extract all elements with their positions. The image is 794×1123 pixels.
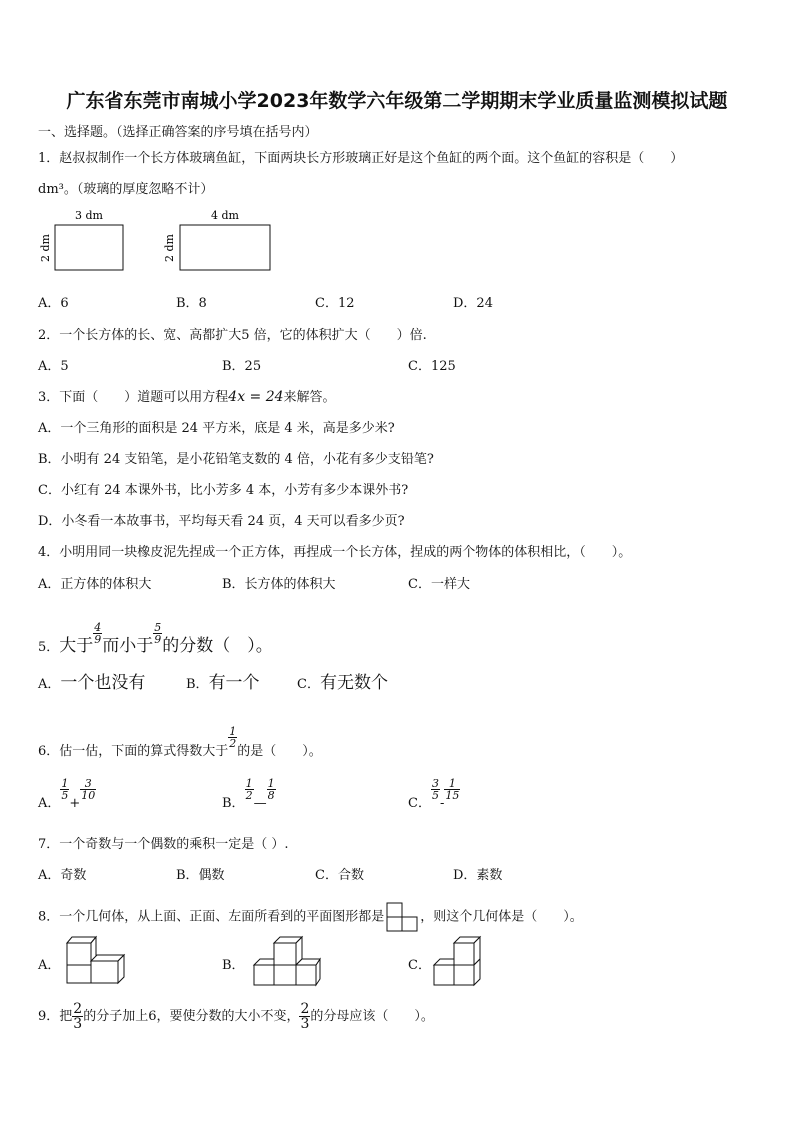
- q5-option-c-label: C．: [297, 677, 320, 692]
- q7-option-c: C．合数: [315, 868, 364, 883]
- q8-option-b-cubes: [252, 933, 324, 987]
- q2-option-b: B．25: [222, 359, 262, 374]
- question-8: [38, 902, 583, 932]
- glass-panels-figure: [35, 205, 295, 275]
- q6-a-f1-n: 1: [61, 777, 69, 790]
- q8-text-post: ，则这个几何体是（ ）。: [420, 909, 583, 925]
- panel-1-side-label: 2 dm: [39, 234, 52, 262]
- q9-number: 9．把: [38, 1009, 73, 1024]
- q4-option-b: B．长方体的体积大: [222, 577, 336, 592]
- q5-option-b-label: B．: [186, 677, 209, 692]
- q6-c-label: C．: [408, 796, 431, 811]
- q6-b-label: B．: [222, 796, 245, 811]
- q9-f1-denominator: 3: [73, 1016, 83, 1032]
- q3-option-c: C．小红有 24 本课外书，比小芳多 4 本，小芳有多少本课外书?: [38, 483, 409, 498]
- q5-f2-denominator: 9: [154, 633, 162, 646]
- q6-b-f1-n: 1: [245, 777, 253, 790]
- q8-option-b-label: B．: [222, 958, 245, 973]
- q5-f1-numerator: 4: [94, 621, 102, 634]
- q5-option-b-text: 有一个: [208, 673, 260, 693]
- q6-a-label: A．: [38, 796, 61, 811]
- q6-c-f1-n: 3: [431, 777, 439, 790]
- q6-option-c: [408, 778, 460, 811]
- q1-option-a: A．6: [38, 296, 69, 311]
- q6-b-operator: —: [253, 796, 267, 811]
- q5-part-2: 而小于: [102, 636, 154, 656]
- q9-text-mid: 的分子加上6，要使分数的大小不变，: [83, 1009, 300, 1024]
- q7-option-a: A．奇数: [38, 868, 87, 883]
- question-1-line-2: dm³。（玻璃的厚度忽略不计）: [38, 182, 214, 197]
- q6-text-post: 的是（ ）。: [237, 744, 322, 759]
- q5-option-b: [186, 668, 260, 693]
- q6-f-numerator: 1: [229, 725, 237, 738]
- question-2: 2．一个长方体的长、宽、高都扩大5 倍，它的体积扩大（ ）倍.: [38, 328, 427, 343]
- q6-b-f2-n: 1: [267, 777, 275, 790]
- three-square-view-icon: [386, 902, 418, 932]
- panel-2-side-label: 2 dm: [163, 234, 176, 262]
- q6-c-f2-n: 1: [448, 777, 456, 790]
- q5-option-c: [297, 668, 388, 693]
- glass-panel-2: [180, 225, 270, 270]
- q7-option-d: D．素数: [453, 868, 503, 883]
- q5-fraction-1: [93, 622, 102, 645]
- q5-f2-numerator: 5: [154, 621, 162, 634]
- q8-option-c-label: C．: [408, 958, 431, 973]
- q9-fraction-2: [299, 1002, 310, 1031]
- q5-option-c-text: 有无数个: [319, 673, 388, 693]
- q6-c-fraction-1: [431, 778, 440, 801]
- q9-fraction-1: [72, 1002, 83, 1031]
- page-title: 广东省东莞市南城小学2023年数学六年级第二学期期末学业质量监测模拟试题: [66, 90, 728, 112]
- q9-text-post: 的分母应该（ ）。: [310, 1009, 434, 1024]
- q8-option-a-label: A．: [38, 958, 61, 973]
- q9-f2-denominator: 3: [300, 1016, 310, 1032]
- q5-part-1: 大于: [59, 636, 94, 656]
- q5-f1-denominator: 9: [94, 633, 102, 646]
- q1-option-d: D．24: [453, 296, 493, 311]
- q8-text-pre: 8．一个几何体，从上面、正面、左面所看到的平面图形都是: [38, 909, 385, 925]
- q3-option-d: D．小冬看一本故事书，平均每天看 24 页，4 天可以看多少页?: [38, 514, 405, 529]
- q6-b-fraction-2: [267, 778, 276, 801]
- q6-a-f2-d: 10: [81, 789, 96, 802]
- q6-a-f1-d: 5: [61, 789, 69, 802]
- q6-c-fraction-2: [444, 778, 460, 801]
- q8-view-figure: [386, 902, 418, 932]
- glass-panel-1: [55, 225, 123, 270]
- panel-2-top-label: 4 dm: [211, 209, 239, 222]
- question-9: [38, 1002, 434, 1031]
- question-3: [38, 386, 336, 405]
- q1-option-c: C．12: [315, 296, 355, 311]
- q9-f1-numerator: 2: [73, 1001, 83, 1017]
- q6-text-pre: 6．估一估，下面的算式得数大于: [38, 744, 229, 759]
- q5-fraction-2: [153, 622, 162, 645]
- q6-f-denominator: 2: [229, 737, 237, 750]
- q6-option-b: [222, 778, 276, 811]
- q6-b-fraction-1: [245, 778, 254, 801]
- question-6: [38, 726, 322, 759]
- q5-option-a-label: A．: [38, 677, 61, 692]
- question-5: [38, 622, 273, 656]
- q7-option-b: B．偶数: [176, 868, 225, 883]
- q9-f2-numerator: 2: [300, 1001, 310, 1017]
- q3-option-b: B．小明有 24 支铅笔，是小花铅笔支数的 4 倍，小花有多少支铅笔?: [38, 452, 434, 467]
- q8-option-c-cubes: [432, 933, 488, 987]
- q5-part-3: 的分数（ ）。: [162, 636, 273, 656]
- q2-option-a: A．5: [38, 359, 69, 374]
- q4-option-c: C．一样大: [408, 577, 470, 592]
- q6-b-f2-d: 8: [267, 789, 275, 802]
- q3-option-a: A．一个三角形的面积是 24 平方米，底是 4 米，高是多少米?: [38, 421, 395, 436]
- q6-c-operator: -: [439, 796, 445, 811]
- question-1-line-1: 1．赵叔叔制作一个长方体玻璃鱼缸，下面两块长方形玻璃正好是这个鱼缸的两个面。这个鱼缸的容积是（ ）: [38, 151, 684, 166]
- q5-option-a-text: 一个也没有: [60, 673, 146, 693]
- section-heading: 一、选择题。（选择正确答案的序号填在括号内）: [38, 125, 318, 140]
- q4-option-a: A．正方体的体积大: [38, 577, 152, 592]
- q3-equation: 4x = 24: [228, 389, 284, 405]
- panel-1-top-label: 3 dm: [75, 209, 103, 222]
- q3-text-pre: 3．下面（ ）道题可以用方程: [38, 390, 229, 405]
- q6-a-f2-n: 3: [84, 777, 92, 790]
- question-7: 7．一个奇数与一个偶数的乘积一定是（ ）.: [38, 837, 289, 852]
- q6-c-f2-d: 15: [445, 789, 460, 802]
- q6-c-f1-d: 5: [431, 789, 439, 802]
- q5-number: 5．: [38, 640, 60, 655]
- q8-option-a-cubes: [62, 933, 132, 985]
- q6-option-a: [38, 778, 96, 811]
- q6-a-fraction-2: [80, 778, 96, 801]
- q1-option-b: B．8: [176, 296, 207, 311]
- q2-option-c: C．125: [408, 359, 456, 374]
- q6-b-f1-d: 2: [245, 789, 253, 802]
- question-4: 4．小明用同一块橡皮泥先捏成一个正方体，再捏成一个长方体，捏成的两个物体的体积相比，（ ）。: [38, 545, 632, 560]
- q6-fraction: [228, 726, 237, 749]
- q3-text-post: 来解答。: [283, 390, 336, 405]
- q5-option-a: [38, 668, 145, 693]
- q6-a-operator: +: [69, 796, 81, 811]
